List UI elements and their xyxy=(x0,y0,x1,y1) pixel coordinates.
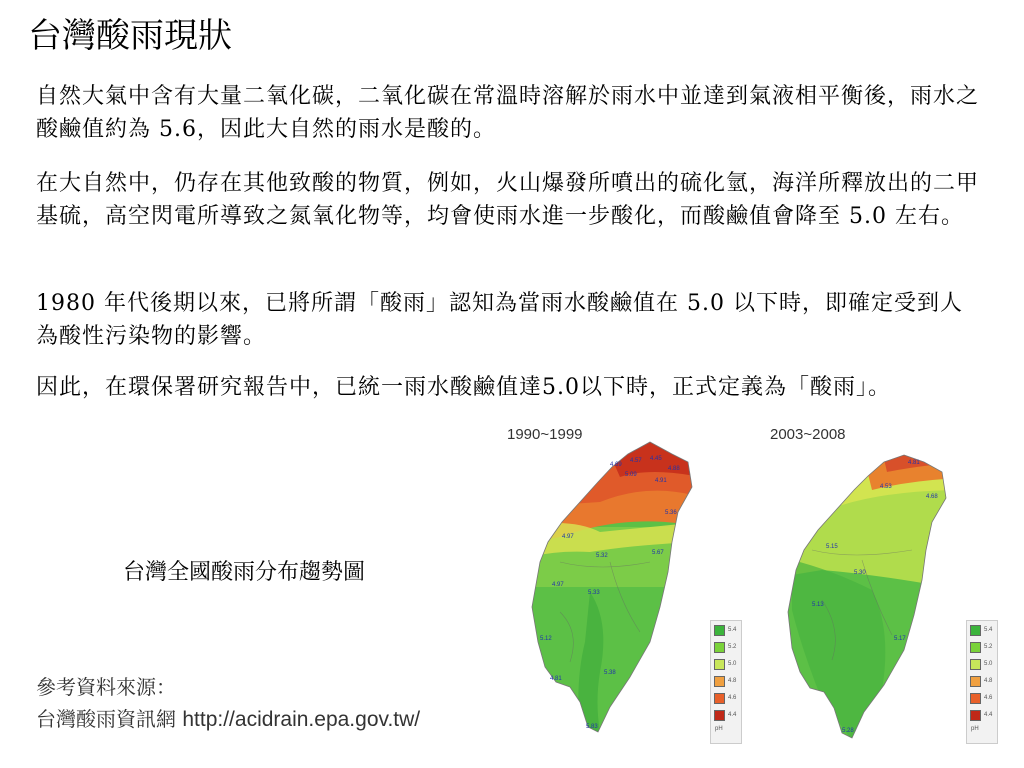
map2-station-value: 5.15 xyxy=(826,544,838,550)
map1-station-value: 5.67 xyxy=(652,550,664,556)
paragraph-acid-rain-definition: 1980 年代後期以來，已將所謂「酸雨」認知為當雨水酸鹼值在 5.0 以下時，即確定受到人為酸性污染物的影響。 xyxy=(36,291,963,349)
map2-station-value: 5.13 xyxy=(812,602,824,608)
map2-station-value: 5.30 xyxy=(854,570,866,576)
map1-station-value: 4.97 xyxy=(562,534,574,540)
map2-station-value: 5.28 xyxy=(842,728,854,734)
map1-station-value: 5.32 xyxy=(596,553,608,559)
map1-station-value: 5.12 xyxy=(540,636,552,642)
legend-level: 4.6 xyxy=(984,695,993,701)
map1-station-value: 5.38 xyxy=(604,670,616,676)
map-label-2003: 2003~2008 xyxy=(770,426,846,443)
legend-row xyxy=(970,673,997,689)
legend-level: 5.2 xyxy=(728,644,737,650)
slide-title: 台灣酸雨現狀 xyxy=(28,16,232,56)
paragraph-natural-acids: 在大自然中，仍存在其他致酸的物質，例如，火山爆發所噴出的硫化氫，海洋所釋放出的二甲基硫，高空閃電所導致之氮氧化物等，均會使雨水進一步酸化，而酸鹼值會降至 5.0 左右。 xyxy=(36,171,980,229)
source-block xyxy=(36,671,420,736)
paragraph-natural-co2: 自然大氣中含有大量二氧化碳，二氧化碳在常溫時溶解於雨水中並達到氣液相平衡後，雨水之酸鹼值約為 5.6，因此大自然的雨水是酸的。 xyxy=(36,84,980,142)
legend-swatch xyxy=(970,625,981,636)
legend-swatch xyxy=(714,693,725,704)
ph-legend-1990 xyxy=(710,620,742,744)
legend-swatch xyxy=(714,676,725,687)
map2-station-value: 4.68 xyxy=(926,494,938,500)
ph-legend-2003 xyxy=(966,620,998,744)
legend-level: 5.0 xyxy=(984,661,993,667)
map2-station-value: 4.53 xyxy=(880,484,892,490)
legend-swatch xyxy=(970,693,981,704)
legend-swatch xyxy=(714,625,725,636)
source-label: 參考資料來源： xyxy=(36,675,176,699)
legend-row xyxy=(970,656,997,672)
legend-level: 5.4 xyxy=(728,627,737,633)
map1-station-value: 4.91 xyxy=(655,478,667,484)
source-url[interactable]: http://acidrain.epa.gov.tw/ xyxy=(182,708,421,731)
legend-level: 4.6 xyxy=(728,695,737,701)
legend-swatch xyxy=(970,710,981,721)
source-site: 台灣酸雨資訊網 xyxy=(36,707,176,731)
paragraph-epa-definition: 因此，在環保署研究報告中，已統一雨水酸鹼值達5.0以下時，正式定義為「酸雨」。 xyxy=(36,375,891,400)
legend-row xyxy=(970,639,997,655)
ph-unit-label: pH xyxy=(715,726,723,732)
legend-row xyxy=(714,656,741,672)
legend-row xyxy=(970,690,997,706)
legend-swatch xyxy=(970,676,981,687)
legend-row xyxy=(970,707,997,723)
map1-station-value: 4.57 xyxy=(630,458,642,464)
legend-swatch xyxy=(714,659,725,670)
legend-swatch xyxy=(714,642,725,653)
map-label-1990: 1990~1999 xyxy=(507,426,583,443)
legend-level: 5.4 xyxy=(984,627,993,633)
map1-station-value: 4.45 xyxy=(650,456,662,462)
taiwan-map-2003-2008 xyxy=(762,450,962,745)
figure-caption: 台灣全國酸雨分布趨勢圖 xyxy=(123,560,366,585)
legend-row xyxy=(714,690,741,706)
legend-level: 4.4 xyxy=(984,712,993,718)
legend-level: 4.4 xyxy=(728,712,737,718)
legend-row xyxy=(714,707,741,723)
legend-row xyxy=(714,673,741,689)
map1-station-value: 5.33 xyxy=(588,590,600,596)
map1-station-value: 4.69 xyxy=(610,462,622,468)
legend-swatch xyxy=(970,659,981,670)
map1-station-value: 5.09 xyxy=(625,472,637,478)
map1-station-value: 5.83 xyxy=(586,724,598,730)
map1-station-value: 5.36 xyxy=(665,510,677,516)
legend-level: 5.2 xyxy=(984,644,993,650)
legend-row xyxy=(970,622,997,638)
ph-unit-label: pH xyxy=(971,726,979,732)
legend-level: 4.8 xyxy=(984,678,993,684)
source-line xyxy=(36,703,420,736)
legend-level: 5.0 xyxy=(728,661,737,667)
map1-station-value: 4.81 xyxy=(550,676,562,682)
legend-row xyxy=(714,622,741,638)
legend-swatch xyxy=(970,642,981,653)
legend-row xyxy=(714,639,741,655)
map2-station-value: 5.17 xyxy=(894,636,906,642)
map1-station-value: 4.97 xyxy=(552,582,564,588)
map1-station-value: 4.88 xyxy=(668,466,680,472)
map2-station-value: 4.81 xyxy=(908,460,920,466)
legend-level: 4.8 xyxy=(728,678,737,684)
legend-swatch xyxy=(714,710,725,721)
taiwan-map-1990-1999 xyxy=(500,432,700,742)
